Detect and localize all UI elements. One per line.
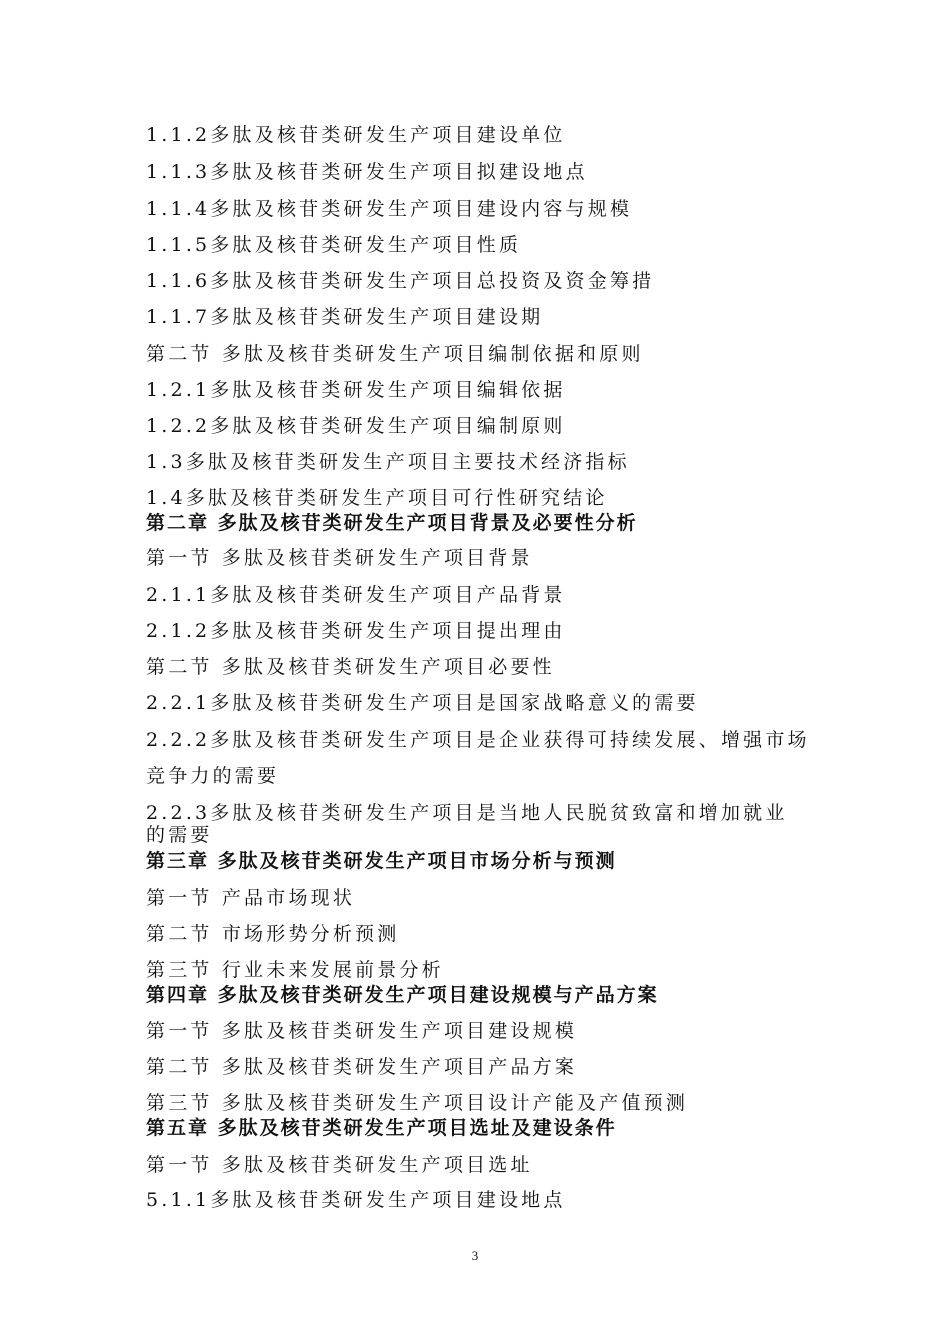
toc-section: 第二节 多肽及核苷类研发生产项目必要性 (146, 656, 555, 678)
toc-entry: 的需要 (146, 824, 213, 846)
toc-section: 第一节 产品市场现状 (146, 887, 356, 909)
page-number: 3 (471, 1248, 479, 1263)
toc-entry: 1.1.7多肽及核苷类研发生产项目建设期 (146, 306, 544, 328)
toc-entry: 2.2.1多肽及核苷类研发生产项目是国家战略意义的需要 (146, 692, 699, 714)
toc-entry: 1.1.3多肽及核苷类研发生产项目拟建设地点 (146, 161, 588, 183)
toc-entry: 5.1.1多肽及核苷类研发生产项目建设地点 (146, 1189, 566, 1211)
toc-section: 第三节 行业未来发展前景分析 (146, 959, 444, 981)
toc-entry: 竞争力的需要 (146, 765, 280, 787)
toc-entry: 1.1.4多肽及核苷类研发生产项目建设内容与规模 (146, 198, 633, 220)
toc-section: 第二节 市场形势分析预测 (146, 923, 400, 945)
toc-entry: 1.3多肽及核苷类研发生产项目主要技术经济指标 (146, 451, 630, 473)
toc-chapter: 第四章 多肽及核苷类研发生产项目建设规模与产品方案 (146, 984, 659, 1006)
toc-section: 第二节 多肽及核苷类研发生产项目编制依据和原则 (146, 343, 644, 365)
toc-entry: 2.2.3多肽及核苷类研发生产项目是当地人民脱贫致富和增加就业 (146, 802, 788, 824)
toc-chapter: 第三章 多肽及核苷类研发生产项目市场分析与预测 (146, 850, 617, 872)
toc-section: 第二节 多肽及核苷类研发生产项目产品方案 (146, 1056, 578, 1078)
toc-entry: 1.4多肽及核苷类研发生产项目可行性研究结论 (146, 487, 608, 509)
toc-entry: 2.2.2多肽及核苷类研发生产项目是企业获得可持续发展、增强市场 (146, 729, 810, 751)
toc-entry: 1.2.2多肽及核苷类研发生产项目编制原则 (146, 415, 566, 437)
toc-chapter: 第二章 多肽及核苷类研发生产项目背景及必要性分析 (146, 512, 638, 534)
toc-entry: 1.1.6多肽及核苷类研发生产项目总投资及资金筹措 (146, 270, 655, 292)
toc-entry: 1.1.2多肽及核苷类研发生产项目建设单位 (146, 124, 566, 146)
toc-section: 第一节 多肽及核苷类研发生产项目建设规模 (146, 1020, 578, 1042)
toc-entry: 1.2.1多肽及核苷类研发生产项目编辑依据 (146, 379, 566, 401)
toc-section: 第三节 多肽及核苷类研发生产项目设计产能及产值预测 (146, 1092, 689, 1114)
toc-chapter: 第五章 多肽及核苷类研发生产项目选址及建设条件 (146, 1117, 617, 1139)
toc-entry: 1.1.5多肽及核苷类研发生产项目性质 (146, 234, 522, 256)
toc-section: 第一节 多肽及核苷类研发生产项目背景 (146, 547, 533, 569)
toc-section: 第一节 多肽及核苷类研发生产项目选址 (146, 1154, 533, 1176)
toc-entry: 2.1.2多肽及核苷类研发生产项目提出理由 (146, 620, 566, 642)
toc-entry: 2.1.1多肽及核苷类研发生产项目产品背景 (146, 584, 566, 606)
